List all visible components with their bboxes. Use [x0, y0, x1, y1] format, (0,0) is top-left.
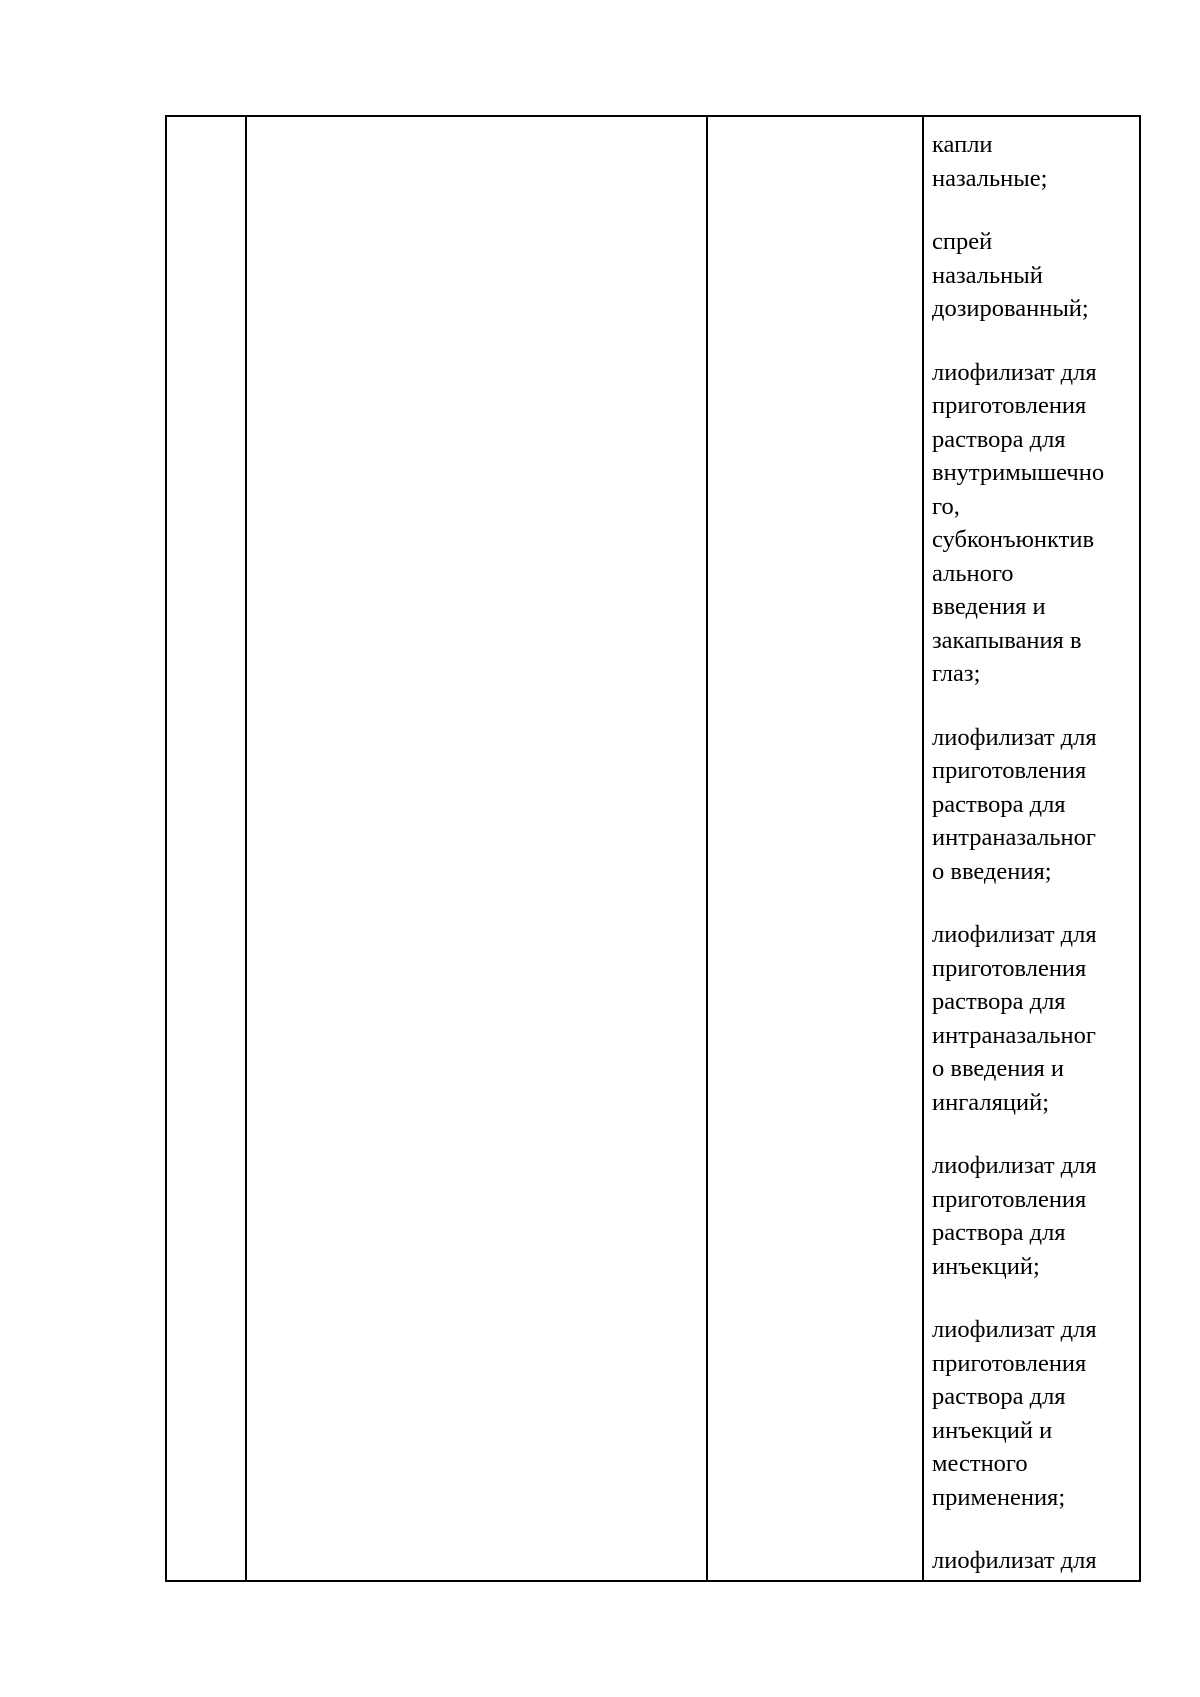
dosage-form-entry: капли назальные; — [932, 131, 1048, 192]
drug-name-cell — [707, 116, 923, 1581]
table-row — [166, 116, 1140, 1581]
dosage-form-entry: лиофилизат для — [932, 1547, 1097, 1574]
dosage-form-entry: лиофилизат для приготовления раствора для инъекций; — [932, 1152, 1097, 1280]
dosage-form-entry: лиофилизат для приготовления раствора для инъекций и местного применения; — [932, 1316, 1097, 1511]
dosage-forms-list — [924, 117, 1139, 1578]
code-cell — [166, 116, 246, 1581]
dosage-forms-cell — [923, 116, 1140, 1581]
dosage-form-entry: спрей назальный дозированный; — [932, 228, 1089, 322]
group-name-cell — [246, 116, 707, 1581]
dosage-form-entry: лиофилизат для приготовления раствора для интраназальног о введения; — [932, 723, 1097, 885]
dosage-form-entry: лиофилизат для приготовления раствора для интраназальног о введения и ингаляций; — [932, 921, 1097, 1116]
dosage-form-entry: лиофилизат для приготовления раствора для внутримышечно го, субконъюнктив ального введения и закапывания в глаз; — [932, 358, 1105, 687]
drug-forms-table — [165, 115, 1141, 1582]
